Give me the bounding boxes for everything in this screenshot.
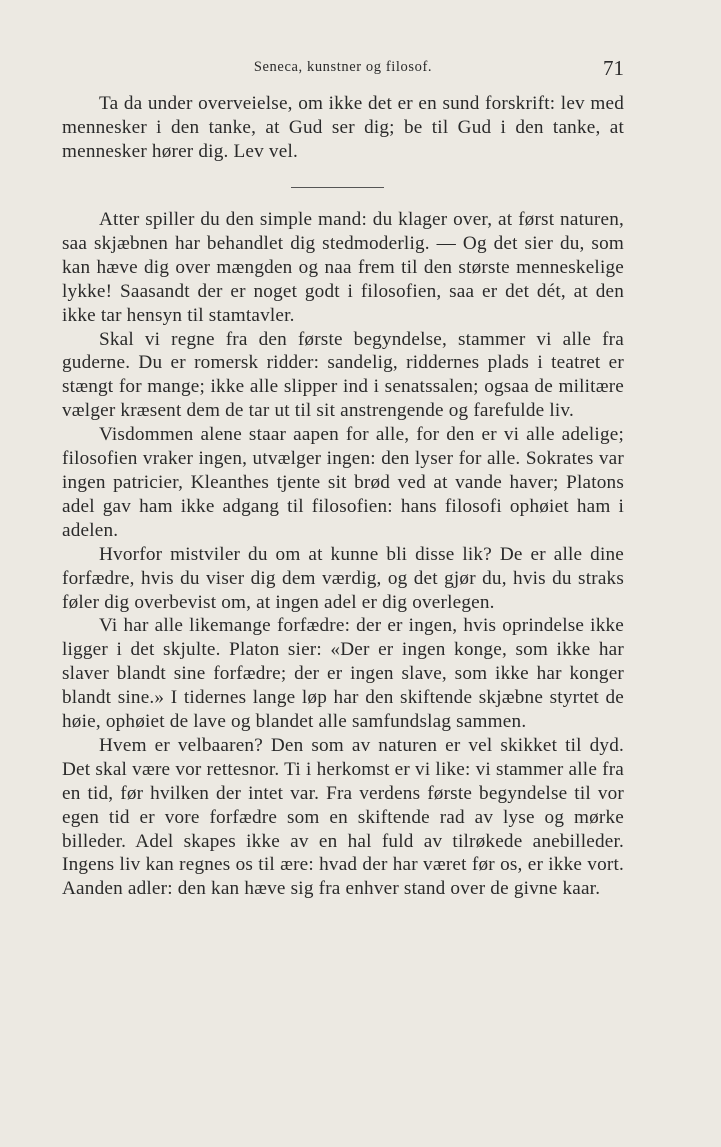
paragraph: Ta da under overveielse, om ikke det er en sund forskrift: lev med mennesker i den tanke, at Gud ser dig; be til Gud i den tanke, at mennesker hører dig. Lev vel. (62, 93, 624, 162)
section-2 (62, 208, 624, 901)
paragraph: Vi har alle likemange forfædre: der er ingen, hvis oprindelse ikke ligger i det skjulte. Platon sier: «Der er ingen konge, som ikke har slaver blandt sine forfædre; der er ingen slave, som ikke har konger blandt sine.» I tidernes lange løp har den skiftende skjæbne styrtet de høie, ophøiet de lave og blandet alle samfundslag sammen. (62, 615, 624, 733)
paragraph: Hvem er velbaaren? Den som av naturen er vel skikket til dyd. Det skal være vor rettesnor. Ti i herkomst er vi like: vi stammer alle fra en tid, før hvilken der intet var. Fra verdens første begyndelse til vor egen tid er vore forfædre som en skiftende rad av lyse og mørke billeder. Adel skapes ikke av en hal fuld av tilrøkede anebilleder. Ingens liv kan regnes os til ære: hvad der har været før os, er ikke vort. Aanden adler: den kan hæve sig fra enhver stand over de givne kaar. (62, 734, 624, 900)
running-head (62, 56, 624, 80)
running-title: Seneca, kunstner og filosof. (253, 59, 433, 75)
section-1 (62, 92, 624, 164)
section-separator (291, 187, 384, 188)
page-number: 71 (603, 56, 624, 80)
paragraph: Hvorfor mistviler du om at kunne bli disse lik? De er alle dine forfædre, hvis du viser dig dem værdig, og det gjør du, hvis du straks føler dig overbevist om, at ingen adel er dig overlegen. (62, 543, 624, 613)
paragraph: Visdommen alene staar aapen for alle, for den er vi alle adelige; filosofien vraker ingen, utvælger ingen: den lyser for alle. Sokrates var ingen patricier, Kleanthes tjente sit brød ved at vande haver; Platons adel gav ham ikke adgang til filosofien: hans filosofi ophøiet ham i adelen. (62, 424, 624, 541)
paragraph: Atter spiller du den simple mand: du klager over, at først naturen, saa skjæbnen har behandlet dig stedmoderlig. — Og det sier du, som kan hæve dig over mængden og naa frem til den største menneskelige lykke! Saasandt der er noget godt i filosofien, saa er det dét, at den ikke tar hensyn til stamtavler. (62, 209, 624, 326)
paragraph: Skal vi regne fra den første begyndelse, stammer vi alle fra guderne. Du er romersk ridder: sandelig, riddernes plads i teatret er stængt for mange; ikke alle slipper ind i senatssalen; ogsaa de militære vælger kræsent dem de tar ut til sit anstrengende og farefulde liv. (62, 328, 624, 422)
